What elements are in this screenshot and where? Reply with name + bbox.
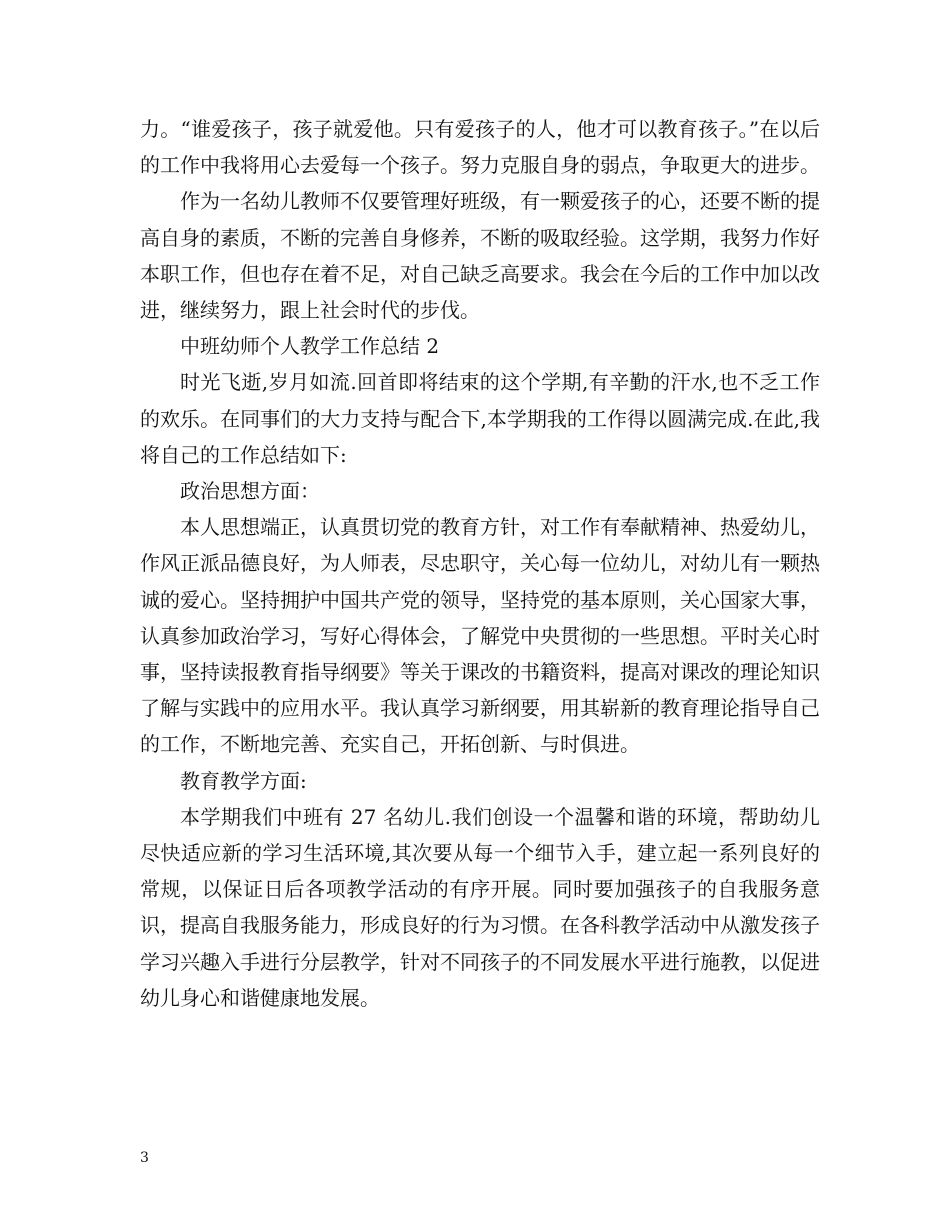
page-number: 3 — [140, 1150, 149, 1166]
paragraph-introduction: 时光飞逝,岁月如流.回首即将结束的这个学期,有辛勤的汗水,也不乏工作的欢乐。在同事们的大力支持与配合下,本学期我的工作得以圆满完成.在此,我将自己的工作总结如下: — [140, 370, 820, 467]
paragraph-education-teaching: 本学期我们中班有 27 名幼儿.我们创设一个温馨和谐的环境，帮助幼儿尽快适应新的学习生活环境,其次要从每一个细节入手，建立起一系列良好的常规，以保证日后各项教学活动的有序开展。同时要加强孩子的自我服务意识，提高自我服务能力，形成良好的行为习惯。在各科教学活动中从激发孩子学习兴趣入手进行分层教学，针对不同孩子的不同发展水平进行施教，以促进幼儿身心和谐健康地发展。 — [140, 804, 820, 1010]
heading-education-teaching: 教育教学方面: — [180, 768, 307, 793]
paragraph-continuation: 力。“谁爱孩子，孩子就爱他。只有爱孩子的人，他才可以教育孩子。”在以后的工作中我将用心去爱每一个孩子。努力克服自身的弱点，争取更大的进步。 — [140, 117, 820, 178]
section-title: 中班幼师个人教学工作总结 2 — [180, 334, 440, 359]
heading-political-thought: 政治思想方面： — [180, 479, 320, 504]
paragraph-political-thought: 本人思想端正，认真贯切党的教育方针，对工作有奉献精神、热爱幼儿，作风正派品德良好，为人师表，尽忠职守，关心每一位幼儿，对幼儿有一颗热诚的爱心。坚持拥护中国共产党的领导，坚持党的基本原则，关心国家大事，认真参加政治学习，写好心得体会，了解党中央贯彻的一些思想。平时关心时事，坚持读报教育指导纲要》等关于课改的书籍资料，提高对课改的理论知识了解与实践中的应用水平。我认真学习新纲要，用其崭新的教育理论指导自己的工作，不断地完善、充实自己，开拓创新、与时俱进。 — [140, 515, 820, 757]
document-body — [140, 111, 820, 1016]
paragraph-teacher-self-improvement: 作为一名幼儿教师不仅要管理好班级，有一颗爱孩子的心，还要不断的提高自身的素质，不断的完善自身修养，不断的吸取经验。这学期，我努力作好本职工作，但也存在着不足，对自己缺乏高要求。我会在今后的工作中加以改进，继续努力，跟上社会时代的步伐。 — [140, 189, 820, 323]
